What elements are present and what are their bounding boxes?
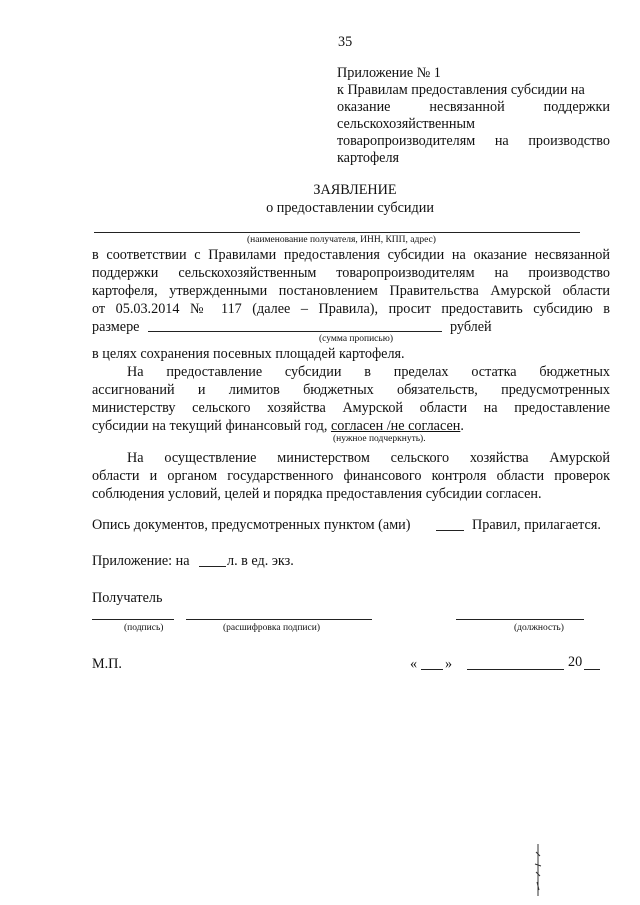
consent-choice: согласен /не согласен: [330, 418, 461, 434]
para1-line-6: в целях сохранения посевных площадей картофеля.: [92, 346, 405, 362]
para1-rubles-label: рублей: [450, 319, 492, 335]
appendix-line-2: к Правилам предоставления субсидии на: [337, 82, 585, 98]
margin-mark-icon: [528, 842, 548, 898]
date-year-prefix: 20: [568, 654, 583, 670]
para2-line-4: [92, 418, 464, 434]
seal-label: М.П.: [92, 656, 122, 672]
recipient-line: [94, 232, 580, 233]
inventory-label: Опись документов, предусмотренных пунктом (ами): [92, 517, 411, 533]
date-open-quote: «: [410, 656, 418, 672]
inventory-end: Правил, прилагается.: [472, 517, 601, 533]
para1-size-label: размере: [92, 319, 140, 335]
sum-line: [148, 331, 442, 332]
decoding-line: [186, 619, 372, 620]
para2-line-3: министерству сельского хозяйства Амурской области на предоставление: [92, 400, 610, 416]
inventory-blank: [436, 530, 464, 531]
appendix-line-4: сельскохозяйственным: [337, 116, 476, 132]
date-day-blank: [421, 669, 443, 670]
para3-line-2: области и органом государственного финансового контроля области проверок: [92, 468, 610, 484]
document-subtitle: о предоставлении субсидии: [266, 200, 434, 216]
para2-line-4-start: субсидии на текущий финансовый год,: [92, 418, 328, 434]
para1-line-4: от 05.03.2014 № 117 (далее – Правила), просит предоставить субсидию в: [92, 301, 610, 317]
date-close-quote: »: [445, 656, 453, 672]
date-year-blank: [584, 669, 600, 670]
underline-caption: (нужное подчеркнуть).: [333, 434, 426, 444]
attachment-end: л. в ед. экз.: [227, 553, 294, 569]
appendix-line-6: картофеля: [337, 150, 400, 166]
recipient-label: Получатель: [92, 590, 163, 606]
appendix-line-5: товаропроизводителям на производство: [337, 133, 610, 149]
sum-caption: (сумма прописью): [319, 334, 393, 344]
para1-line-3: картофеля, утвержденными постановлением Правительства Амурской области: [92, 283, 610, 299]
para1-line-2: поддержки сельскохозяйственным товаропроизводителям на производство: [92, 265, 610, 281]
appendix-line-3: оказание несвязанной поддержки: [337, 99, 610, 115]
para3-line-1: На осуществление министерством сельского хозяйства Амурской: [127, 450, 610, 466]
decoding-caption: (расшифровка подписи): [223, 623, 320, 633]
position-caption: (должность): [514, 623, 564, 633]
para1-line-1: в соответствии с Правилами предоставления субсидии на оказание несвязанной: [92, 247, 610, 263]
date-month-blank: [467, 669, 564, 670]
para2-line-2: ассигнований и лимитов бюджетных обязательств, предусмотренных: [92, 382, 610, 398]
attachment-label: Приложение: на: [92, 553, 190, 569]
attachment-blank: [199, 566, 226, 567]
signature-line: [92, 619, 174, 620]
appendix-line-1: Приложение № 1: [337, 65, 441, 81]
para3-line-3: соблюдения условий, целей и порядка предоставления субсидии согласен.: [92, 486, 542, 502]
para2-line-1: На предоставление субсидии в пределах остатка бюджетных: [127, 364, 610, 380]
recipient-caption: (наименование получателя, ИНН, КПП, адрес): [247, 235, 436, 245]
para2-line-4-end: .: [460, 418, 464, 434]
signature-caption: (подпись): [124, 623, 164, 633]
document-title: ЗАЯВЛЕНИЕ: [313, 182, 397, 198]
page-number: 35: [338, 34, 353, 50]
position-line: [456, 619, 584, 620]
